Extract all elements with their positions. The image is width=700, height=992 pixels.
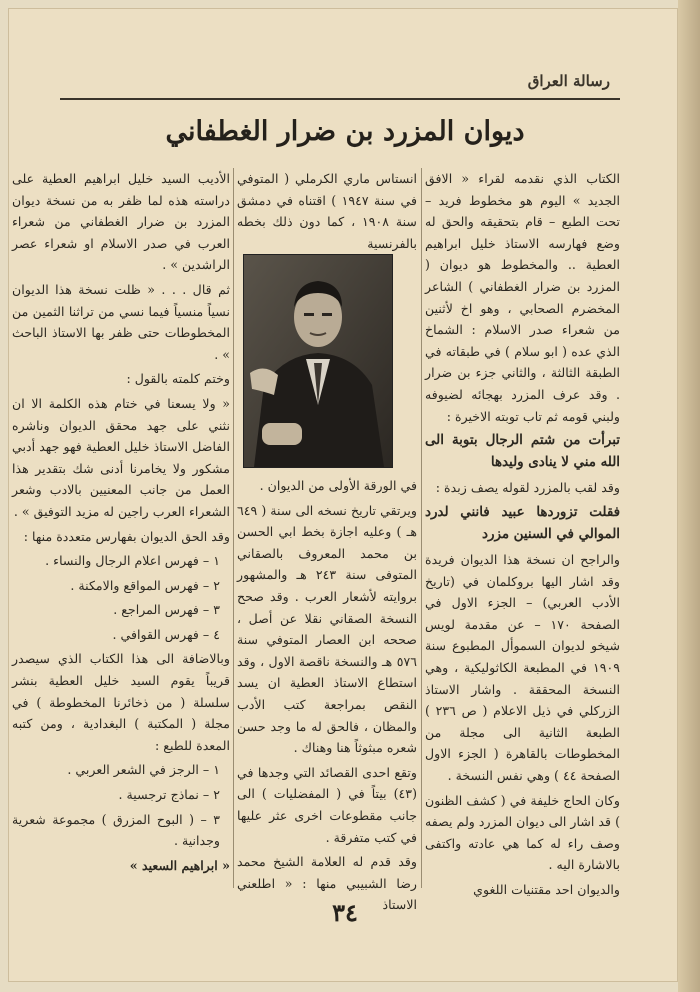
- page-number: ٣٤: [332, 898, 358, 927]
- paragraph: وختم كلمته بالقول :: [126, 371, 230, 387]
- photo-caption: في الورقة الأولى من الديوان .: [259, 478, 417, 493]
- paragraph: والديوان احد مقتنيات اللغوي: [473, 882, 620, 897]
- paragraph: وتقع احدى القصائد التي وجدها في (٤٣) بيتاً في ( المفضليات ) الى جانب مقطوعات اخرى عثر عليها في كتب متفرقة .: [237, 764, 417, 845]
- list-item: ٣ – فهرس المراجع .: [113, 602, 220, 618]
- paragraph: « ولا يسعنا في ختام هذه الكلمة الا ان نثني على جهد محقق الديوان وناشره الفاضل الاستاذ خليل العطية فهو جهد أدبي مشكور ولا يخامرنا أدنى شك بتقدير هذا العمل من جانب المعنيين بالادب وشعر الشعراء العرب راجين له مزيد التوفيق » .: [12, 395, 230, 519]
- paragraph: والراجح ان نسخة هذا الديوان فريدة وقد اشار اليها بروكلمان في (تاريخ الأدب العربي) – الجزء الاول في الصفحة ١٧٠ – عن مقدمة لويس شيخو لديوان السموأل المطبوع سنة ١٩٠٩ في المطبعة الكاثوليكية ، وهي النسخة المحققة . واشار الاستاذ الزركلي في ذيل الاعلام ( ص ٢٣٦ ) الطبعة الثانية الى مجلة من المخطوطات بالقاهرة ( الجزء الاول الصفحة ٤٤ ) وهي نفس النسخة .: [425, 552, 620, 784]
- author-signature: « ابراهيم السعيد »: [129, 857, 230, 873]
- section-title: رسالة العراق: [527, 72, 610, 90]
- column-divider: [421, 168, 422, 888]
- paragraph: الأديب السيد خليل ابراهيم العطية على دراسته هذه لما ظفر به من نسخة ديوان المزرد بن ضرار الغطفاني من شعراء العرب في صدر الاسلام او شعراء عصر الراشدين » .: [12, 171, 230, 273]
- page-spine: [678, 0, 700, 992]
- column-left: [12, 168, 230, 898]
- paragraph: الكتاب الذي نقدمه لقراء « الافق الجديد » اليوم هو مخطوط فريد – تحت الطبع – قام بتحقيقه والحق له وضع فهارسه الاستاذ خليل ابراهيم العطية .. والمخطوط هو ديوان ( المزرد بن ضرار الغطفاني ) الشاعر المخضرم الصحابي ، وهو اخ لأثنين من شعراء صدر الاسلام : الشماخ الذي عده ( ابو سلام ) في طبقاته في الطبقة الثالثة ، والثاني جزء بن ضرار . وقد عرف المزرد بهجائه لضيوفه ولبني قومه ثم تاب توبته الاخيرة :: [425, 171, 620, 424]
- list-item: ٤ – فهرس القوافي .: [112, 626, 220, 642]
- list-item: ١ – فهرس اعلام الرجال والنساء .: [45, 553, 220, 569]
- paragraph: ويرتقي تاريخ نسخه الى سنة ( ٦٤٩ هـ ) وعليه اجازة بخط ابي الحسن بن محمد المعروف بالصقاني المتوفى سنة ٢٤٣ هـ والمشهور بروايته لأشعار العرب . وقد صحح النسخة الصقاني نقلا عن أصل ، صححه ابن العصار المتوفي سنة ٥٧٦ هـ والنسخة ناقصة الاول ، وقد استطاع الاستاذ العطية ان يسد النقص بمراجعة كتب الأدب والمظان ، فالحق له ما وجد حسن شعره مبثوثاً هنا وهناك .: [237, 502, 417, 756]
- paragraph: ثم قال . . . « ظلت نسخة هذا الديوان نسياً منسياً فيما نسي من تراثنا الثمين من المخطوطات حتى ظفر بها الاستاذ الباحث » .: [12, 281, 230, 362]
- list-item: ٣ – ( البوح المزرق ) مجموعة شعرية وجدانية .: [12, 811, 220, 849]
- column-middle-top: [237, 168, 417, 251]
- list-item: ٢ – فهرس المواقع والامكنة .: [70, 577, 220, 593]
- verse: فقلت تزوردها عبيد فانني لدرد الموالي في السنين مزرد: [425, 503, 620, 542]
- paragraph: وقد قدم له العلامة الشيخ محمد رضا الشبيبي منها : « اطلعني الاستاذ: [237, 854, 417, 913]
- article-title: ديوان المزرد بن ضرار الغطفاني: [165, 116, 525, 147]
- list-item: ١ – الرجز في الشعر العربي .: [67, 762, 220, 778]
- paragraph: وقد لقب بالمزرد لقوله يصف زبدة :: [435, 480, 620, 496]
- column-right: [425, 168, 620, 898]
- column-divider: [233, 168, 234, 888]
- list-item: ٢ – نماذج ترجسية .: [118, 787, 220, 803]
- paragraph: انستاس ماري الكرملي ( المتوفي في سنة ١٩٤٧ ) اقتناه في دمشق سنة ١٩٠٨ ، كما دون ذلك بخطه بالفرنسية: [237, 171, 417, 251]
- author-photo: [243, 254, 393, 468]
- section-header: [60, 62, 620, 106]
- portrait-image: [244, 255, 392, 467]
- header-rule: [60, 98, 620, 100]
- paragraph: وكان الحاج خليفة في ( كشف الظنون ) قد اشار الى ديوان المزرد ولم يصفه وصف راء له كما هي عادته واكتفى بالاشارة اليه .: [425, 792, 620, 873]
- paragraph: وبالاضافة الى هذا الكتاب الذي سيصدر قريباً يقوم السيد خليل العطية بنشر سلسلة ( من ذخائرنا المخطوطة ) في مجلة ( المكتبة ) البغدادية ، ومن كتبه المعدة للطبع :: [12, 651, 230, 753]
- verse: تبرأت من شتم الرجال بتوبة الى الله مني لا ينادى وليدها: [425, 432, 620, 470]
- paragraph: وقد الحق الديوان بفهارس متعددة منها :: [23, 528, 230, 544]
